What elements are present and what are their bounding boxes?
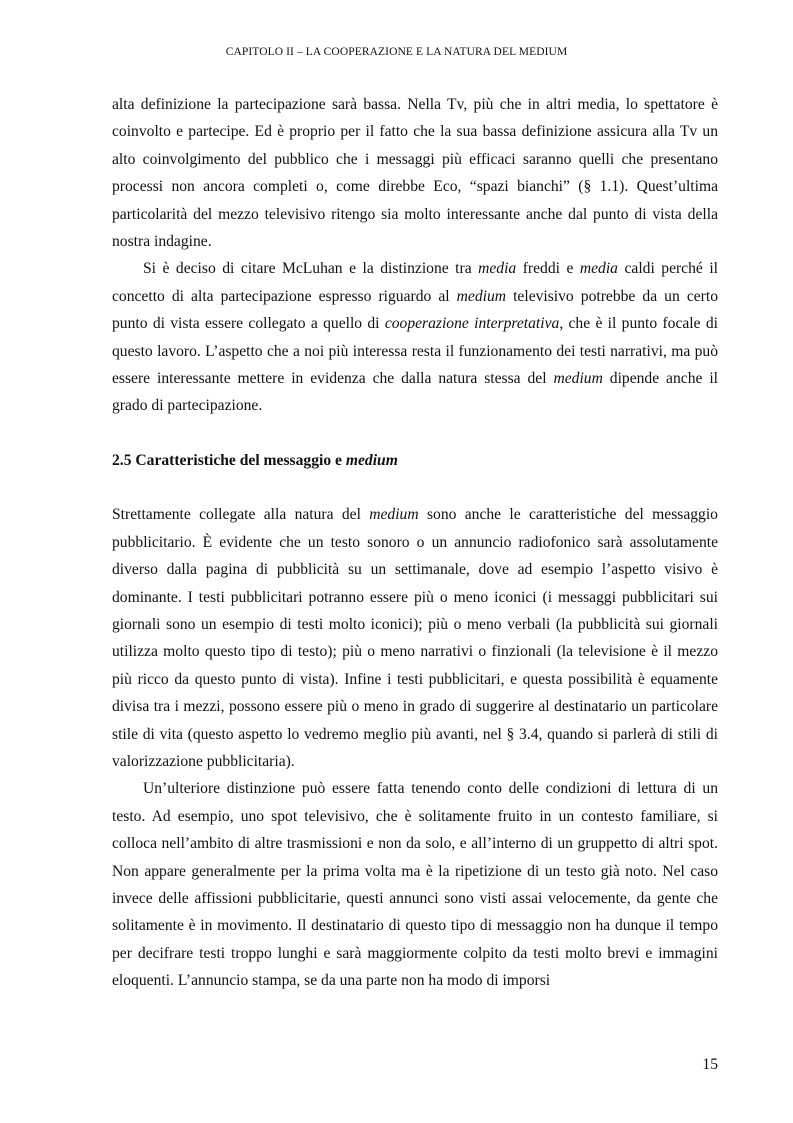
text-run: caldi perché il concetto di alta partecipazione espresso riguardo al [112,260,718,305]
running-header: CAPITOLO II – LA COOPERAZIONE E LA NATURA DEL MEDIUM [225,46,568,58]
page-number: 15 [702,1056,718,1073]
italic-run: cooperazione interpretativa [384,315,560,333]
section-heading [112,447,718,474]
italic-run: media [579,260,618,278]
paragraph-2 [112,255,718,419]
italic-run: media [478,260,517,278]
text-run: freddi e [516,260,580,278]
italic-run: medium [553,370,603,388]
text-run: dipende anche il grado di partecipazione. [112,370,718,415]
heading-italic: medium [345,451,398,469]
paragraph-1: alta definizione la partecipazione sarà bassa. Nella Tv, più che in altri media, lo spettatore è coinvolto e partecipe. Ed è proprio per il fatto che la sua bassa definizione assicura alla Tv un alto coinvolgimento del pubblico che i messaggi più efficaci saranno quelli che presentano processi non ancora completi o, come direbbe Eco, “spazi bianchi” (§ 1.1). Quest’ultima particolarità del mezzo televisivo ritengo sia molto interessante anche dal punto di vista della nostra indagine. [112,96,718,251]
italic-run: medium [369,506,419,524]
text-run: Si è deciso di citare McLuhan e la distinzione tra [143,260,479,278]
text-run: televisivo potrebbe da un certo punto di vista essere collegato a quello di [112,287,718,333]
text-run: sono anche le caratteristiche del messaggio pubblicitario. È evidente che un testo sonoro o un annuncio radiofonico sarà assolutamente diverso dalla pagina di pubblicità su un settimanale, dove ad esempio l’aspetto visivo è dominante. I testi pubblicitari potranno essere più o meno iconici (i messaggi pubblicitari sui giornali sono un esempio di testi molto iconici); più o meno verbali (la pubblicità sui giornali utilizza molto questo tipo di testo); più o meno narrativi o finzionali (la televisione è il mezzo più ricco da questo punto di vista). Infine i testi pubblicitari, e questa possibilità è equamente divisa tra i mezzi, possono essere più o meno in grado di suggerire al destinatario un particolare stile di vita (questo aspetto lo vedremo meglio più avanti, nel § 3.4, quando si parlerà di stili di valorizzazione pubblicitaria). [112,506,718,770]
body-text [112,91,718,995]
italic-run: medium [456,287,507,305]
paragraph-4: Un’ulteriore distinzione può essere fatta tenendo conto delle condizioni di lettura di un testo. Ad esempio, uno spot televisivo, che è solitamente fruito in un contesto familiare, si colloca nell’ambito di altre trasmissioni e non da solo, e all’interno di un gruppetto di altri spot. Non appare generalmente per la prima volta ma è la ripetizione di un testo già noto. Nel caso invece delle affissioni pubblicitarie, questi annunci sono visti assai velocemente, da gente che solitamente è in movimento. Il destinatario di questo tipo di messaggio non ha dunque il tempo per decifrare testi troppo lunghi e sarà maggiormente colpito da testi molto brevi e immagini eloquenti. L’annuncio stampa, se da una parte non ha modo di imporsi [112,780,718,990]
heading-text: 2.5 Caratteristiche del messaggio e [112,451,346,469]
paragraph-3 [112,501,718,775]
text-run: Strettamente collegate alla natura del [112,506,370,524]
text-run: , che è il punto focale di questo lavoro. L’aspetto che a noi più interessa resta il funzionamento dei testi narrativi, ma può essere interessante mettere in evidenza che dalla natura stessa del [112,315,718,388]
